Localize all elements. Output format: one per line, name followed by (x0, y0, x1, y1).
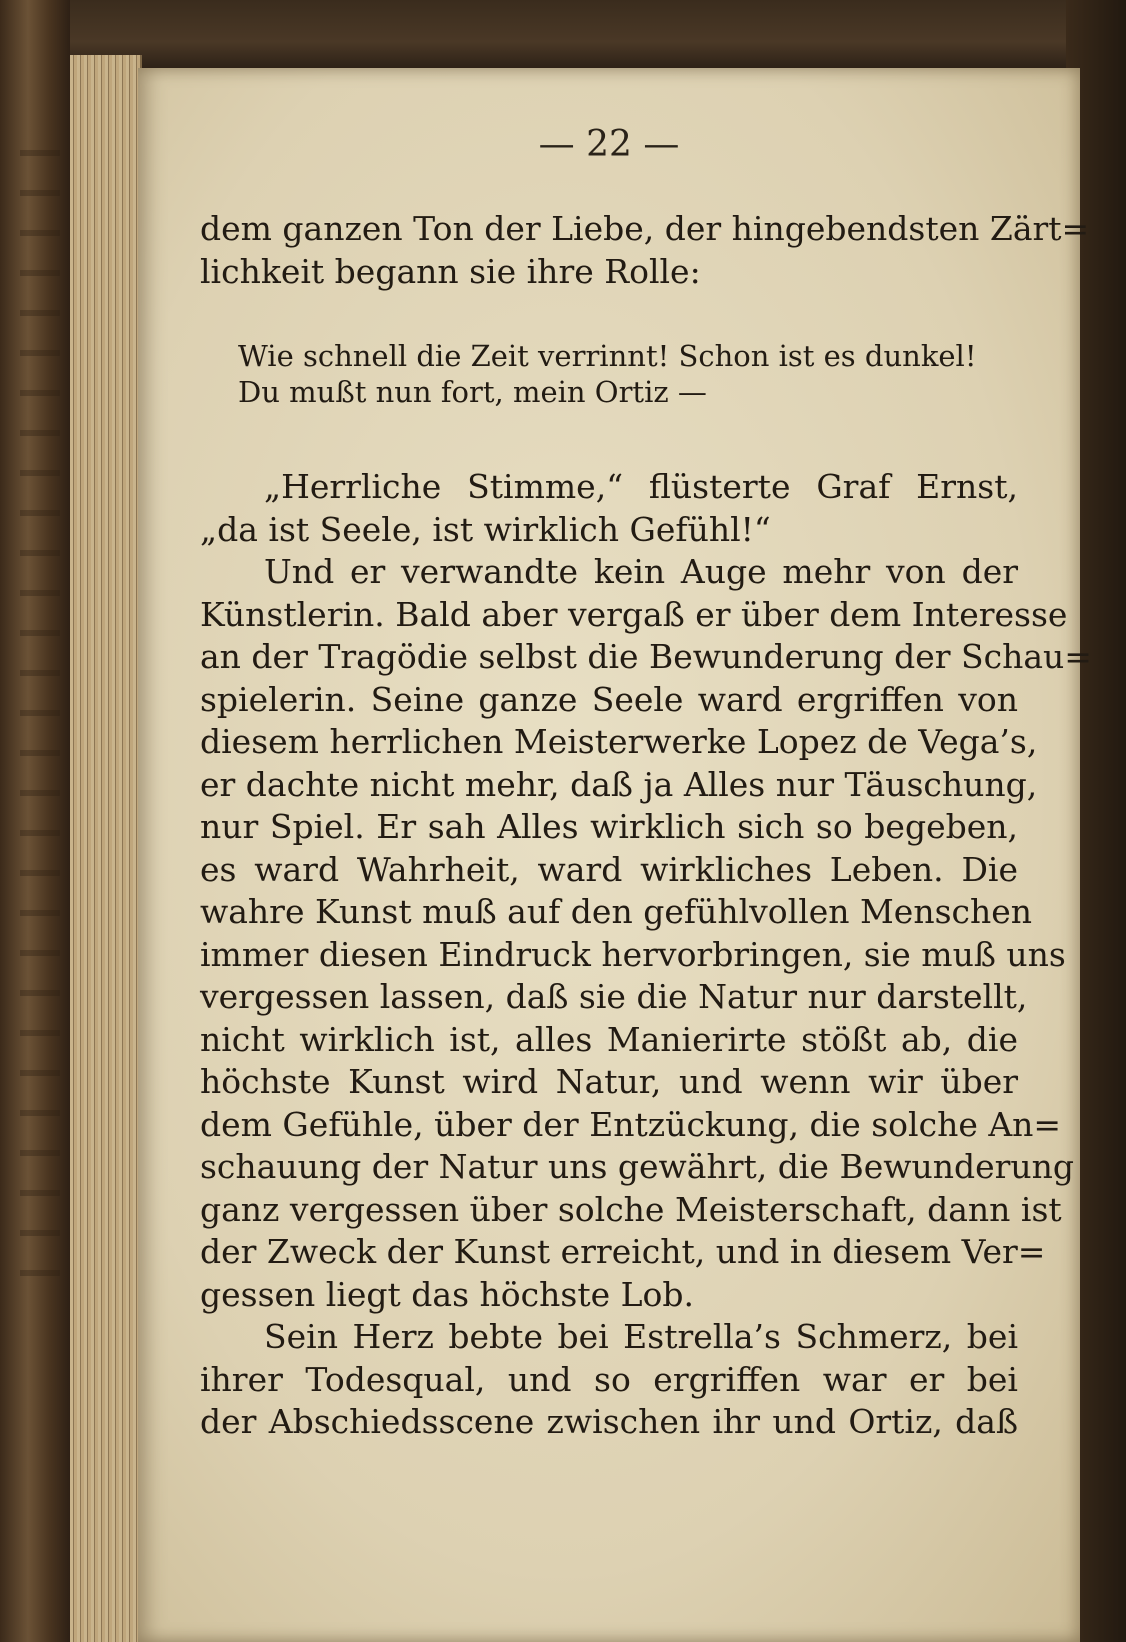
spine-ornament (20, 150, 60, 1300)
text-line: ganz vergessen über solche Meisterschaft, dann ist (200, 1189, 1062, 1229)
text-line: lichkeit begann sie ihre Rolle: (200, 251, 701, 291)
verse-quote (238, 338, 1018, 410)
text-line: ihrer Todesqual, und so ergriffen war er bei (200, 1359, 1018, 1399)
text-line: dem Gefühle, über der Entzückung, die solche An= (200, 1104, 1062, 1144)
text-line: an der Tragödie selbst die Bewunderung der Schau= (200, 637, 1092, 676)
text-line: gessen liegt das höchste Lob. (200, 1274, 695, 1314)
book-page (138, 68, 1092, 1642)
text-line: Künstlerin. Bald aber vergaß er über dem Interesse (200, 594, 1068, 634)
text-line: „da ist Seele, ist wirklich Gefühl!“ (200, 509, 771, 549)
text-line: schauung der Natur uns gewährt, die Bewunderung (200, 1147, 1075, 1186)
text-line: Sein Herz bebte bei Estrella’s Schmerz, bei (264, 1317, 1018, 1356)
text-line: „Herrliche Stimme,“ flüsterte Graf Ernst, (264, 467, 1018, 506)
verse-line: Wie schnell die Zeit verrinnt! Schon ist es dunkel! (238, 339, 977, 373)
text-line: der Zweck der Kunst erreicht, und in diesem Ver= (200, 1232, 1046, 1271)
paragraph-1 (200, 208, 1090, 293)
text-line: nur Spiel. Er sah Alles wirklich sich so begeben, (200, 807, 1018, 846)
book-cover-top (0, 0, 1126, 70)
page-number: — 22 — (538, 124, 680, 165)
text-line: wahre Kunst muß auf den gefühlvollen Menschen (200, 892, 1033, 931)
page-edges (70, 55, 142, 1642)
text-line: diesem herrlichen Meisterwerke Lopez de Vega’s, (200, 722, 1038, 761)
paragraph-2 (200, 466, 1092, 1444)
text-line: es ward Wahrheit, ward wirkliches Leben. Die (200, 849, 1018, 889)
text-line: der Abschiedsscene zwischen ihr und Ortiz, daß (200, 1402, 1018, 1441)
text-line: höchste Kunst wird Natur, und wenn wir über (200, 1062, 1018, 1101)
text-line: dem ganzen Ton der Liebe, der hingebendsten Zärt= (200, 209, 1090, 248)
text-line: immer diesen Eindruck hervorbringen, sie muß uns (200, 934, 1066, 974)
text-line: Und er verwandte kein Auge mehr von der (264, 552, 1018, 591)
text-line: spielerin. Seine ganze Seele ward ergriffen von (200, 679, 1018, 719)
text-line: er dachte nicht mehr, daß ja Alles nur Täuschung, (200, 764, 1038, 804)
text-line: nicht wirklich ist, alles Manierirte stößt ab, die (200, 1019, 1018, 1059)
text-line: vergessen lassen, daß sie die Natur nur darstellt, (200, 977, 1028, 1016)
verse-line: Du mußt nun fort, mein Ortiz — (238, 375, 707, 409)
